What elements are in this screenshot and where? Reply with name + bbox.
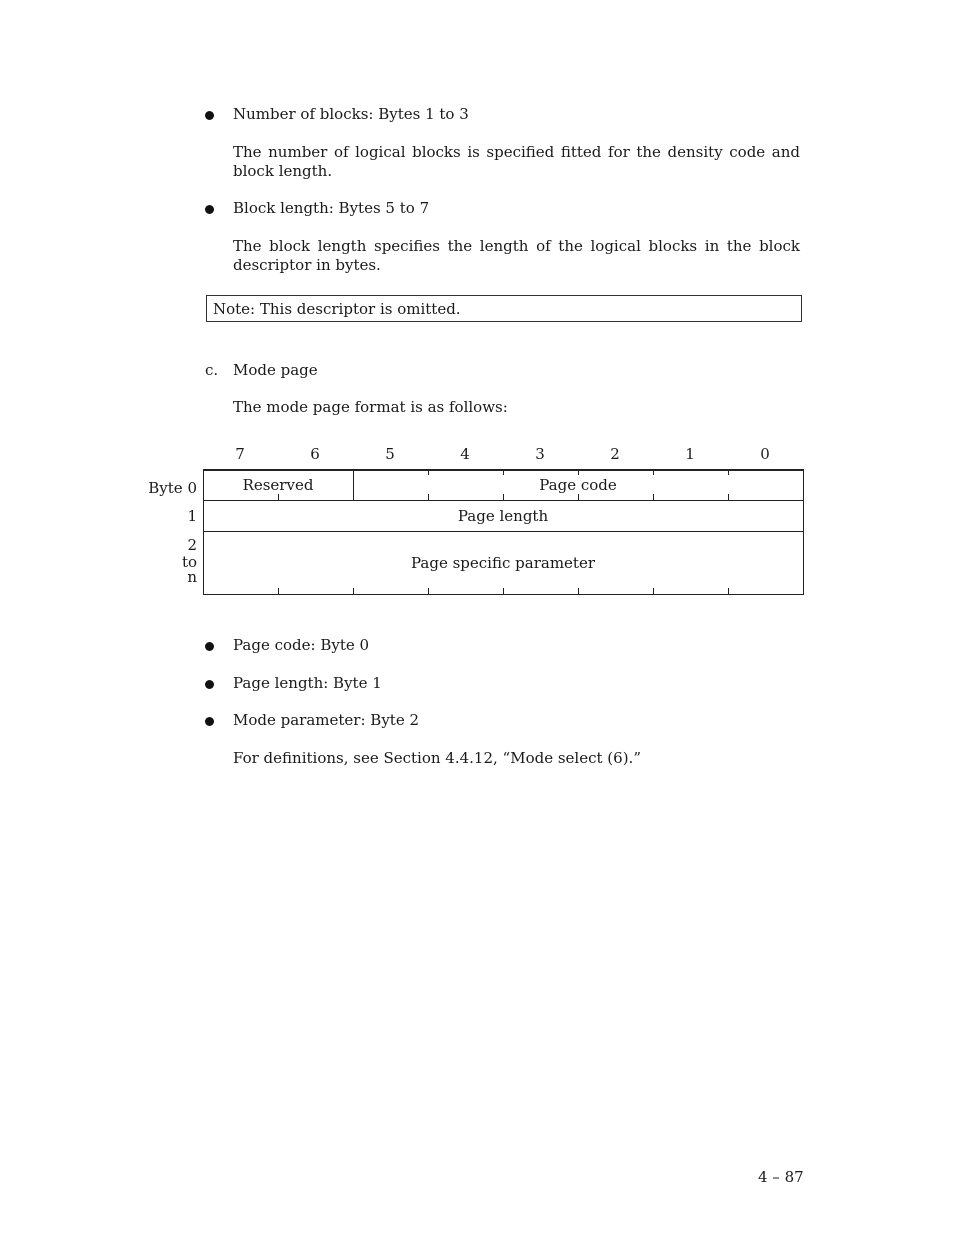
table-row-divider xyxy=(203,531,804,532)
bit-number-3: 3 xyxy=(535,445,545,463)
tick-mark xyxy=(653,494,654,500)
row-label-byte-0: Byte 0 xyxy=(148,479,197,497)
tick-mark xyxy=(428,494,429,500)
row-label-byte-1: 1 xyxy=(187,507,197,525)
bit-number-0: 0 xyxy=(760,445,770,463)
table-row-divider xyxy=(203,500,804,501)
tick-mark xyxy=(653,469,654,475)
tick-mark xyxy=(578,469,579,475)
cell-page-specific-parameter: Page specific parameter xyxy=(411,554,595,572)
note-box xyxy=(206,295,802,322)
section-intro: The mode page format is as follows: xyxy=(233,398,508,416)
tick-mark xyxy=(353,588,354,594)
tick-mark xyxy=(653,588,654,594)
section-title: Mode page xyxy=(233,361,318,379)
note-text: Note: This descriptor is omitted. xyxy=(213,300,461,318)
bullet-title-block-length: Block length: Bytes 5 to 7 xyxy=(233,199,430,217)
table-right-border xyxy=(803,469,804,595)
page-number: 4 – 87 xyxy=(758,1168,804,1186)
definitions-reference: For definitions, see Section 4.4.12, “Mode select (6).” xyxy=(233,749,641,767)
bit-number-5: 5 xyxy=(385,445,395,463)
bit-number-2: 2 xyxy=(610,445,620,463)
bullet-dot xyxy=(205,205,214,214)
row-label-n: n xyxy=(187,568,197,586)
bullet-dot xyxy=(205,680,214,689)
bullet-title-number-of-blocks: Number of blocks: Bytes 1 to 3 xyxy=(233,105,469,123)
bit-number-7: 7 xyxy=(235,445,245,463)
bit-number-1: 1 xyxy=(685,445,695,463)
tick-mark xyxy=(503,588,504,594)
tick-mark xyxy=(278,588,279,594)
row-label-to: to xyxy=(181,553,197,571)
tick-mark xyxy=(503,469,504,475)
bit-number-4: 4 xyxy=(460,445,470,463)
cell-reserved: Reserved xyxy=(242,476,314,494)
table-bottom-border xyxy=(203,594,804,595)
bullet-dot xyxy=(205,717,214,726)
cell-page-code: Page code xyxy=(539,476,617,494)
bullet-dot xyxy=(205,642,214,651)
tick-mark xyxy=(728,469,729,475)
tick-mark xyxy=(428,469,429,475)
cell-page-length: Page length xyxy=(457,507,549,525)
paragraph-number-of-blocks: The number of logical blocks is specified fitted for the density code and block length. xyxy=(233,143,800,180)
bit-number-6: 6 xyxy=(310,445,320,463)
tick-mark xyxy=(578,494,579,500)
bullet-page-code: Page code: Byte 0 xyxy=(233,636,370,654)
mode-page-format-table xyxy=(203,469,804,596)
bullet-page-length: Page length: Byte 1 xyxy=(233,674,382,692)
tick-mark xyxy=(428,588,429,594)
tick-mark xyxy=(503,494,504,500)
section-marker: c. xyxy=(205,361,219,379)
bullet-mode-parameter: Mode parameter: Byte 2 xyxy=(233,711,420,729)
row-label-byte-2: 2 xyxy=(187,536,197,554)
tick-mark xyxy=(278,494,279,500)
bullet-dot xyxy=(205,111,214,120)
tick-mark xyxy=(728,588,729,594)
paragraph-block-length: The block length specifies the length of the logical blocks in the block descriptor in bytes. xyxy=(233,237,800,274)
tick-mark xyxy=(728,494,729,500)
tick-mark xyxy=(578,588,579,594)
